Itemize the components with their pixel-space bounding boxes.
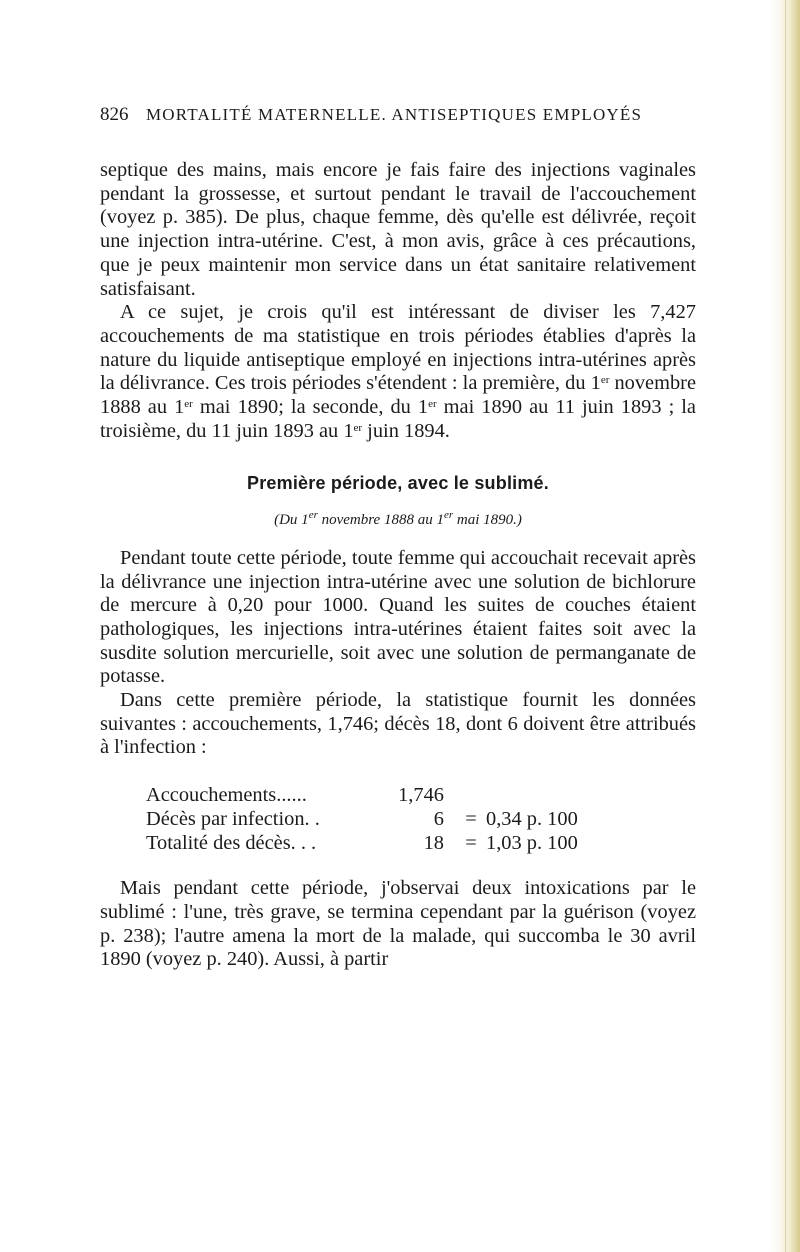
- stat-value: 18: [423, 832, 444, 855]
- paragraph-periods-text-1: A ce sujet, je crois qu'il est intéressant de diviser les 7,427 accouchements de ma statistique en trois périodes établies d'après la nature du liquide antiseptique employé en injections intra-utérines après la délivrance. Ces trois périodes s'étendent : la première, du 1: [100, 301, 696, 395]
- stat-value: 1,746: [398, 784, 444, 807]
- superscript-er: er: [184, 398, 193, 411]
- paragraph-periods-text-3: mai 1890; la seconde, du 1: [192, 396, 429, 419]
- stat-label: Accouchements......: [146, 784, 307, 807]
- running-header: [100, 104, 700, 126]
- table-row: [146, 807, 578, 831]
- paragraph-periods-text-2: novembre 1888 au 1: [100, 372, 696, 419]
- paragraph-sublime: Pendant toute cette période, toute femme qui accouchait recevait après la délivrance une injection intra-utérine avec une solution de bichlorure de mercure à 0,20 pour 1000. Quand les suites de couches étaient pathologiques, les injections intra-utérines étaient faites soit avec la susdite solution mercurielle, soit avec une solution de permanganate de potasse.: [100, 546, 696, 688]
- paragraph-periods-text-4: mai 1890 au 11 juin 1893 ; la troisième, du 11 juin 1893 au 1: [100, 396, 696, 442]
- table-row: [146, 783, 578, 807]
- stat-value: 6: [433, 808, 444, 831]
- stat-label: Décès par infection. .: [146, 808, 320, 831]
- superscript-er: er: [428, 398, 437, 411]
- stat-rate: 1,03 p. 100: [486, 832, 578, 855]
- superscript-er: er: [443, 509, 454, 522]
- page-number: 826: [100, 104, 129, 125]
- stat-equals: [456, 783, 486, 807]
- paragraph-continued: septique des mains, mais encore je fais faire des injections vaginales pendant la grossesse, et surtout pendant le travail de l'accouchement (voyez p. 385). De plus, chaque femme, dès qu'elle est délivrée, reçoit une injection intra-utérine. C'est, à mon avis, grâce à ces précautions, que je peux maintenir mon service dans un état sanitaire relativement satisfaisant.: [100, 159, 696, 300]
- section-subtitle-mid: novembre 1888 au 1: [317, 512, 444, 529]
- paragraph-periods-text-5: juin 1894.: [362, 419, 450, 442]
- superscript-er: er: [308, 509, 318, 522]
- section-subtitle-open: (Du 1: [274, 512, 309, 529]
- statistics-table: [146, 783, 578, 855]
- table-row: [146, 831, 578, 855]
- page-body: [100, 159, 696, 972]
- running-title: MORTALITÉ MATERNELLE. ANTISEPTIQUES EMPLOYÉS: [145, 105, 643, 124]
- stat-equals: =: [465, 832, 477, 855]
- paragraph-intoxications: Mais pendant cette période, j'observai deux intoxications par le sublimé : l'une, très grave, se termina cependant par la guérison (voyez p. 238); l'autre amena la mort de la malade, qui succomba le 30 avril 1890 (voyez p. 240). Aussi, à partir: [100, 877, 696, 971]
- superscript-er: er: [600, 374, 610, 387]
- stat-label: Totalité des décès. . .: [146, 832, 317, 855]
- stat-rate: 0,34 p. 100: [486, 808, 578, 831]
- section-subtitle: [100, 509, 696, 533]
- superscript-er: er: [353, 421, 363, 434]
- paragraph-periods: [100, 301, 696, 443]
- stat-equals: =: [465, 808, 477, 831]
- paragraph-statistics: Dans cette première période, la statistique fournit les données suivantes : accouchements, 1,746; décès 18, dont 6 doivent être attribués à l'infection :: [100, 689, 696, 759]
- page-edge-line: [785, 0, 786, 1252]
- section-subtitle-close: mai 1890.): [453, 512, 522, 529]
- stat-rate: [486, 783, 578, 807]
- section-title: Première période, avec le sublimé.: [247, 473, 549, 494]
